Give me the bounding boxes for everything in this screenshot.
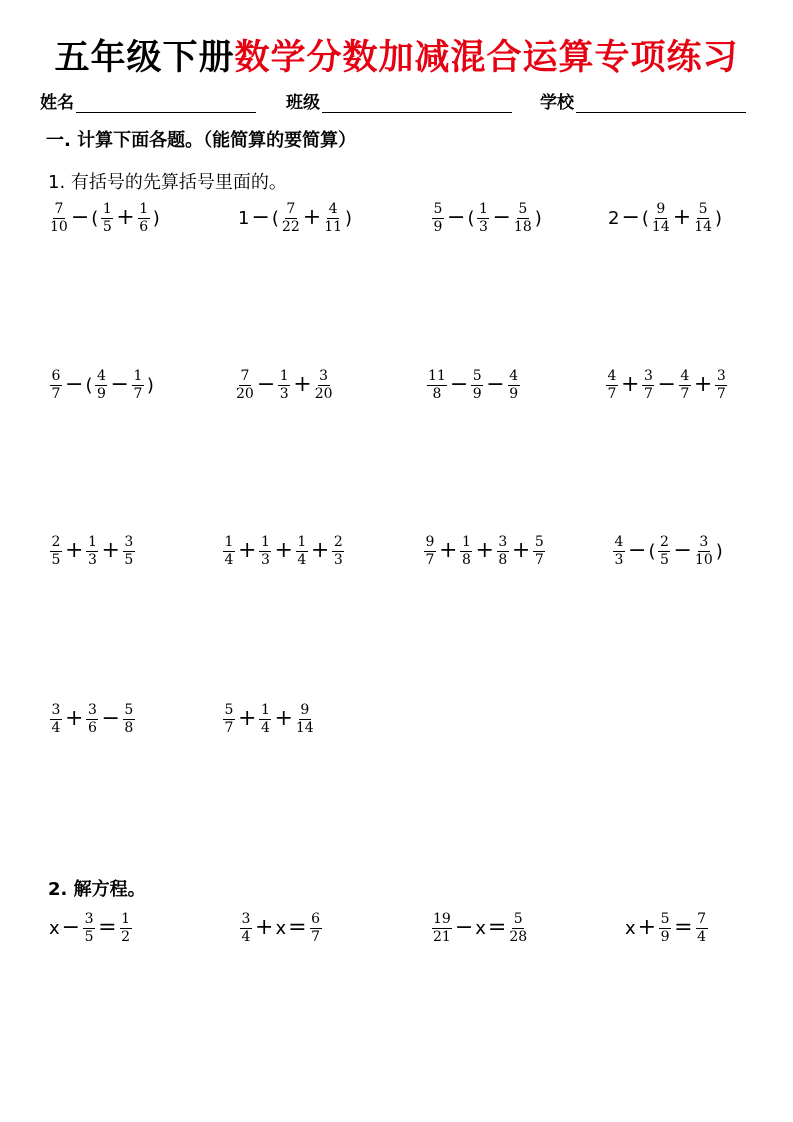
- plus-sign: +: [274, 538, 293, 563]
- fraction: [50, 535, 62, 568]
- minus-sign: −: [251, 205, 270, 230]
- fraction: [427, 369, 447, 402]
- numerator: 3: [241, 910, 251, 927]
- minus-sign: −: [110, 372, 129, 397]
- numerator: 4: [509, 367, 519, 384]
- plus-sign: +: [511, 538, 531, 563]
- numerator: 3: [124, 533, 134, 550]
- numerator: 4: [607, 367, 617, 384]
- plus-sign: +: [439, 538, 458, 563]
- problem-3-4: [611, 529, 724, 573]
- denominator: 4: [260, 719, 270, 736]
- problem-3-3: [422, 529, 547, 573]
- plus-sign: +: [101, 538, 120, 563]
- equals-sign: =: [674, 915, 693, 940]
- problem-4-1: [48, 697, 137, 741]
- plus-sign: +: [310, 538, 330, 563]
- fraction: [278, 369, 290, 402]
- title-grade: 五年级下册: [54, 37, 235, 78]
- numerator: 1: [224, 533, 234, 550]
- numerator: 7: [286, 200, 296, 217]
- denominator: 9: [433, 218, 443, 235]
- school-field[interactable]: [540, 88, 746, 113]
- equation-3: [430, 906, 529, 950]
- denominator: 4: [241, 928, 251, 945]
- plus-sign: +: [475, 538, 494, 563]
- fraction: [497, 535, 509, 568]
- problem-3-2: [221, 529, 346, 573]
- plus-sign: +: [672, 205, 692, 230]
- denominator: 5: [660, 551, 669, 568]
- denominator: 7: [534, 551, 544, 568]
- numerator: 4: [97, 367, 106, 384]
- class-label: 班级: [286, 93, 320, 113]
- numerator: 9: [300, 701, 310, 718]
- fraction: [123, 535, 135, 568]
- class-field[interactable]: [286, 88, 512, 113]
- section2-heading: 2. 解方程。: [48, 879, 146, 900]
- numerator: 7: [54, 200, 64, 217]
- plus-sign: +: [238, 538, 257, 563]
- minus-sign: −: [673, 538, 692, 563]
- fraction: [296, 703, 314, 736]
- minus-sign: −: [449, 372, 469, 397]
- school-blank[interactable]: [576, 92, 746, 113]
- fraction: [508, 369, 520, 402]
- denominator: 3: [260, 551, 270, 568]
- plus-sign: +: [65, 538, 84, 563]
- left-paren: (: [467, 207, 475, 229]
- fraction: [658, 535, 670, 568]
- problem-2-4: [604, 363, 729, 407]
- fraction: [83, 912, 95, 945]
- numerator: 5: [513, 910, 523, 927]
- denominator: 4: [297, 551, 307, 568]
- title-topic: 数学分数加减混合运算专项练习: [234, 37, 739, 78]
- numerator: 1: [121, 910, 130, 927]
- fraction: [509, 912, 527, 945]
- fraction: [282, 202, 300, 235]
- plus-sign: +: [693, 372, 713, 397]
- denominator: 7: [607, 385, 617, 402]
- plus-sign: +: [302, 205, 322, 230]
- plus-sign: +: [116, 205, 135, 230]
- denominator: 7: [680, 385, 690, 402]
- fraction: [138, 202, 150, 235]
- equation-4: [624, 906, 710, 950]
- fraction: [460, 535, 472, 568]
- numerator: 3: [643, 367, 653, 384]
- numerator: 1: [260, 701, 270, 718]
- minus-sign: −: [492, 205, 511, 230]
- denominator: 7: [643, 385, 653, 402]
- plus-sign: +: [255, 915, 274, 940]
- school-label: 学校: [540, 93, 574, 113]
- numerator: 5: [698, 200, 708, 217]
- denominator: 5: [84, 928, 94, 945]
- fraction: [123, 703, 135, 736]
- fraction: [471, 369, 483, 402]
- denominator: 5: [51, 551, 61, 568]
- fraction: [679, 369, 691, 402]
- numerator: 1: [102, 200, 112, 217]
- denominator: 6: [87, 719, 97, 736]
- whole-number: 2: [608, 207, 620, 229]
- problem-1-2: [238, 196, 353, 240]
- denominator: 8: [124, 719, 134, 736]
- fraction: [694, 202, 712, 235]
- fraction: [236, 369, 254, 402]
- equals-sign: =: [487, 915, 507, 940]
- denominator: 3: [479, 218, 488, 235]
- fraction: [514, 202, 532, 235]
- fraction: [477, 202, 489, 235]
- plus-sign: +: [274, 706, 293, 731]
- denominator: 10: [694, 551, 713, 568]
- denominator: 8: [461, 551, 471, 568]
- numerator: 3: [716, 367, 726, 384]
- numerator: 3: [84, 910, 94, 927]
- fraction: [432, 912, 452, 945]
- numerator: 2: [51, 533, 61, 550]
- section1-subheading: 1. 有括号的先算括号里面的。: [48, 172, 287, 193]
- fraction: [259, 535, 271, 568]
- denominator: 20: [236, 385, 254, 402]
- plus-sign: +: [65, 706, 84, 731]
- fraction: [432, 202, 444, 235]
- numerator: 5: [124, 701, 134, 718]
- numerator: 5: [224, 701, 234, 718]
- denominator: 3: [333, 551, 343, 568]
- fraction: [715, 369, 727, 402]
- left-paren: (: [641, 207, 649, 229]
- left-paren: (: [85, 374, 93, 396]
- fraction: [652, 202, 670, 235]
- numerator: 6: [311, 910, 320, 927]
- numerator: 7: [697, 910, 706, 927]
- denominator: 9: [472, 385, 482, 402]
- name-label: 姓名: [40, 93, 74, 113]
- fraction: [86, 703, 98, 736]
- fraction: [315, 369, 333, 402]
- problem-3-1: [48, 529, 137, 573]
- denominator: 18: [513, 218, 532, 235]
- fraction: [642, 369, 654, 402]
- fraction: [310, 912, 322, 945]
- minus-sign: −: [621, 205, 640, 230]
- numerator: 2: [660, 533, 669, 550]
- minus-sign: −: [256, 372, 276, 397]
- minus-sign: −: [486, 372, 505, 397]
- right-paren: ): [715, 540, 723, 562]
- equation-2: [238, 906, 324, 950]
- denominator: 4: [697, 928, 706, 945]
- name-blank[interactable]: [76, 92, 256, 113]
- numerator: 1: [133, 367, 143, 384]
- left-paren: (: [271, 207, 279, 229]
- minus-sign: −: [65, 372, 84, 397]
- numerator: 3: [51, 701, 61, 718]
- denominator: 2: [121, 928, 130, 945]
- fraction: [223, 535, 235, 568]
- numerator: 3: [498, 533, 508, 550]
- numerator: 1: [260, 533, 270, 550]
- denominator: 4: [224, 551, 234, 568]
- numerator: 11: [428, 367, 446, 384]
- problem-1-4: [608, 196, 723, 240]
- right-paren: ): [146, 374, 154, 396]
- numerator: 5: [518, 200, 528, 217]
- denominator: 4: [51, 719, 61, 736]
- denominator: 14: [295, 719, 314, 736]
- numerator: 4: [680, 367, 690, 384]
- minus-sign: −: [657, 372, 676, 397]
- numerator: 1: [279, 367, 289, 384]
- minus-sign: −: [61, 915, 81, 940]
- problem-1-3: [430, 196, 543, 240]
- fraction: [120, 912, 132, 945]
- denominator: 7: [224, 719, 234, 736]
- numerator: 2: [333, 533, 343, 550]
- numerator: 9: [656, 200, 666, 217]
- fraction: [86, 535, 98, 568]
- equation-1: [48, 906, 134, 950]
- fraction: [696, 912, 708, 945]
- right-paren: ): [345, 207, 353, 229]
- minus-sign: −: [70, 205, 90, 230]
- fraction: [240, 912, 252, 945]
- plus-sign: +: [293, 372, 312, 397]
- denominator: 3: [279, 385, 289, 402]
- minus-sign: −: [101, 706, 120, 731]
- minus-sign: −: [628, 538, 647, 563]
- numerator: 1: [479, 200, 488, 217]
- denominator: 8: [498, 551, 508, 568]
- denominator: 9: [509, 385, 519, 402]
- numerator: 4: [328, 200, 338, 217]
- numerator: 1: [139, 200, 149, 217]
- denominator: 7: [133, 385, 143, 402]
- fraction: [332, 535, 344, 568]
- denominator: 22: [281, 218, 300, 235]
- fraction: [95, 369, 107, 402]
- fraction: [659, 912, 671, 945]
- fraction: [695, 535, 713, 568]
- variable-x: x: [275, 917, 287, 939]
- name-field[interactable]: [40, 88, 256, 113]
- problem-2-1: [48, 363, 155, 407]
- numerator: 5: [472, 367, 482, 384]
- equals-sign: =: [98, 915, 117, 940]
- numerator: 6: [51, 367, 61, 384]
- denominator: 5: [102, 218, 112, 235]
- denominator: 7: [716, 385, 726, 402]
- problem-2-3: [425, 363, 522, 407]
- numerator: 3: [699, 533, 709, 550]
- plus-sign: +: [637, 915, 657, 940]
- denominator: 9: [660, 928, 670, 945]
- denominator: 6: [139, 218, 149, 235]
- denominator: 11: [324, 218, 343, 235]
- denominator: 7: [51, 385, 61, 402]
- fraction: [50, 202, 68, 235]
- right-paren: ): [715, 207, 723, 229]
- problem-2-2: [234, 363, 335, 407]
- left-paren: (: [91, 207, 99, 229]
- problem-4-2: [221, 697, 316, 741]
- right-paren: ): [534, 207, 542, 229]
- plus-sign: +: [238, 706, 257, 731]
- numerator: 4: [614, 533, 624, 550]
- numerator: 3: [87, 701, 97, 718]
- numerator: 19: [433, 910, 451, 927]
- numerator: 5: [534, 533, 544, 550]
- minus-sign: −: [447, 205, 466, 230]
- problem-1-1: [48, 196, 161, 240]
- denominator: 20: [314, 385, 333, 402]
- fraction: [50, 369, 62, 402]
- denominator: 21: [433, 928, 451, 945]
- left-paren: (: [648, 540, 656, 562]
- numerator: 1: [87, 533, 97, 550]
- minus-sign: −: [454, 915, 474, 940]
- denominator: 8: [432, 385, 442, 402]
- numerator: 7: [240, 367, 250, 384]
- variable-x: x: [49, 917, 60, 939]
- denominator: 7: [425, 551, 435, 568]
- fraction: [223, 703, 235, 736]
- denominator: 28: [509, 928, 528, 945]
- numerator: 1: [461, 533, 471, 550]
- numerator: 9: [425, 533, 435, 550]
- page-title: [0, 30, 793, 80]
- fraction: [259, 703, 271, 736]
- class-blank[interactable]: [322, 92, 512, 113]
- numerator: 1: [297, 533, 307, 550]
- denominator: 3: [614, 551, 624, 568]
- plus-sign: +: [621, 372, 640, 397]
- denominator: 3: [87, 551, 97, 568]
- fraction: [424, 535, 436, 568]
- denominator: 7: [311, 928, 320, 945]
- whole-number: 1: [238, 207, 250, 229]
- fraction: [324, 202, 342, 235]
- denominator: 9: [97, 385, 106, 402]
- fraction: [533, 535, 545, 568]
- denominator: 10: [50, 218, 68, 235]
- fraction: [613, 535, 625, 568]
- right-paren: ): [152, 207, 160, 229]
- denominator: 14: [694, 218, 713, 235]
- denominator: 5: [124, 551, 134, 568]
- variable-x: x: [625, 917, 636, 939]
- fraction: [296, 535, 308, 568]
- fraction: [132, 369, 144, 402]
- variable-x: x: [475, 917, 486, 939]
- numerator: 5: [660, 910, 670, 927]
- section1-heading: 一. 计算下面各题。（能简算的要简算）: [46, 130, 357, 151]
- equals-sign: =: [288, 915, 307, 940]
- fraction: [606, 369, 618, 402]
- numerator: 3: [319, 367, 329, 384]
- student-info: [40, 88, 755, 112]
- denominator: 14: [651, 218, 670, 235]
- fraction: [101, 202, 113, 235]
- fraction: [50, 703, 62, 736]
- numerator: 5: [433, 200, 443, 217]
